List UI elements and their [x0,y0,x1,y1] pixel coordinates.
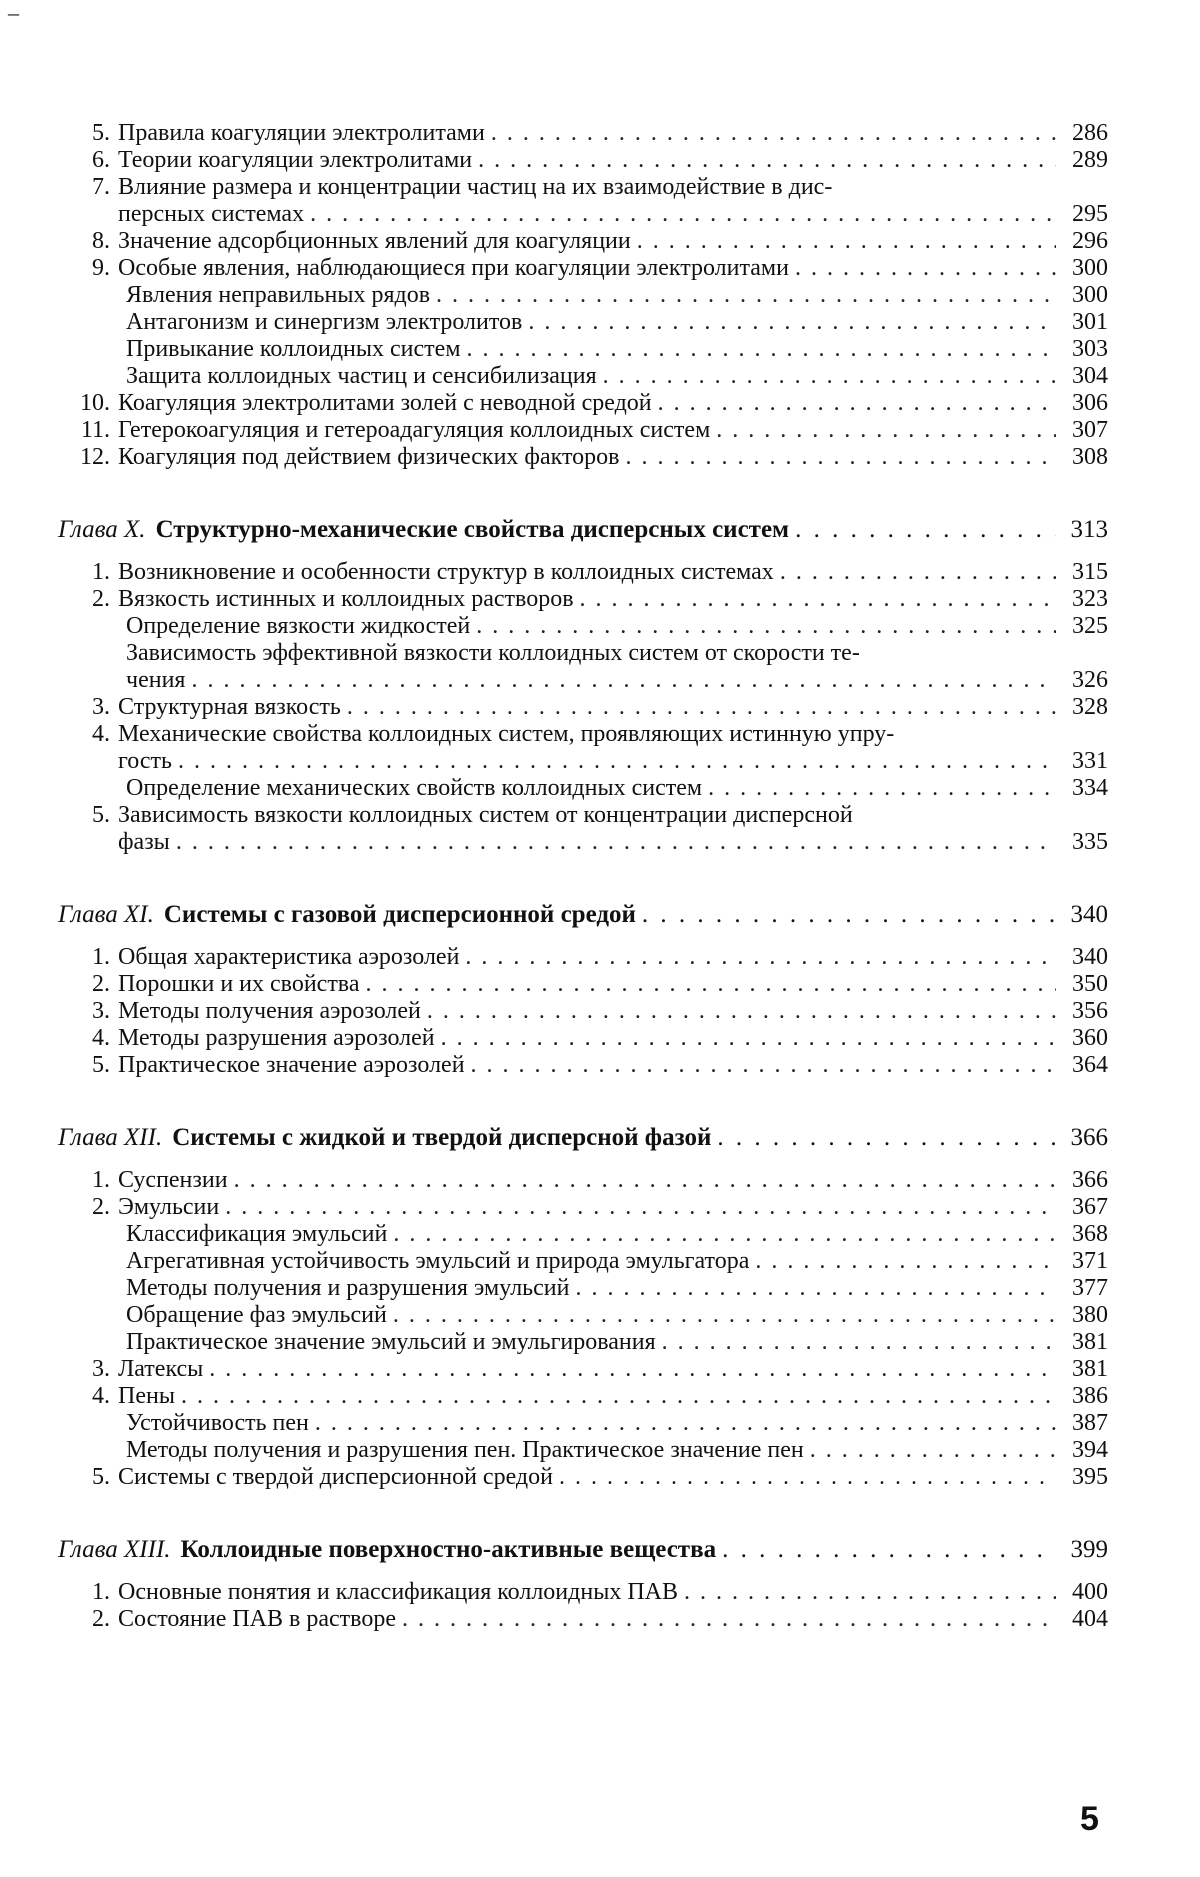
chapter-label: Глава XII. [58,1124,163,1151]
chapter-page: 340 [1070,901,1108,928]
entry-title: Антагонизм и синергизм электролитов [126,309,523,335]
entry-number: 1. [92,944,110,970]
entry-title: Определение механических свойств коллоидных систем [126,775,703,801]
entry-number: 5. [92,802,110,828]
entry-number: 5. [92,1464,110,1490]
entry-page: 306 [1072,390,1108,416]
toc-subentry [58,1437,1108,1464]
entry-title: Пены [118,1383,175,1409]
entry-page: 368 [1072,1221,1108,1247]
toc-entry [58,1464,1108,1491]
toc-subentry [58,1302,1108,1329]
entry-title: Методы разрушения аэрозолей [118,1025,435,1051]
chapter-title: Коллоидные поверхностно-активные вещества [180,1536,717,1563]
entry-page: 300 [1072,282,1108,308]
entry-title-continuation: фазы [118,829,170,855]
entry-page: 387 [1072,1410,1108,1436]
entry-page: 380 [1072,1302,1108,1328]
entry-page: 381 [1072,1356,1108,1382]
toc-entry [58,802,1108,856]
entry-page: 295 [1072,201,1108,227]
chapter-page: 313 [1070,516,1108,543]
toc-subentry [58,775,1108,802]
toc-entry [58,1194,1108,1221]
entry-number: 3. [92,998,110,1024]
toc-entry [58,586,1108,613]
entry-number: 12. [80,444,110,470]
entry-page: 307 [1072,417,1108,443]
entry-title: Определение вязкости жидкостей [126,613,471,639]
page-number: 5 [1080,1800,1099,1838]
entry-title: Методы получения и разрушения пен. Практическое значение пен [126,1437,804,1463]
entry-number: 2. [92,1606,110,1632]
entry-page: 323 [1072,586,1108,612]
toc-subentry [58,1275,1108,1302]
entry-number: 2. [92,971,110,997]
entry-page: 364 [1072,1052,1108,1078]
entry-page: 286 [1072,120,1108,146]
toc-subentry [58,309,1108,336]
entry-page: 301 [1072,309,1108,335]
entry-title-continuation: чения [126,667,186,693]
entry-number: 7. [92,174,110,200]
entry-title: Обращение фаз эмульсий [126,1302,387,1328]
toc-subentry [58,613,1108,640]
toc-entry [58,971,1108,998]
toc-section-xi [58,944,1108,1079]
chapter-heading-xii [58,1123,1108,1153]
toc-entry [58,1383,1108,1410]
entry-title: Состояние ПАВ в растворе [118,1606,396,1632]
entry-page: 371 [1072,1248,1108,1274]
toc-entry [58,559,1108,586]
toc-entry [58,147,1108,174]
entry-title: Привыкание коллоидных систем [126,336,461,362]
entry-number: 1. [92,1579,110,1605]
entry-page: 377 [1072,1275,1108,1301]
entry-title: Классификация эмульсий [126,1221,388,1247]
entry-number: 9. [92,255,110,281]
toc-subentry [58,282,1108,309]
entry-number: 4. [92,1025,110,1051]
entry-title: Явления неправильных рядов [126,282,431,308]
entry-title: Коагуляция под действием физических факторов [118,444,620,470]
entry-page: 328 [1072,694,1108,720]
table-of-contents [58,120,1108,1633]
toc-subentry [58,1221,1108,1248]
entry-title: Коагуляция электролитами золей с неводной средой [118,390,652,416]
entry-title: Возникновение и особенности структур в коллоидных системах [118,559,774,585]
entry-page: 296 [1072,228,1108,254]
entry-title: Гетерокоагуляция и гетероадагуляция коллоидных систем [118,417,711,443]
entry-page: 366 [1072,1167,1108,1193]
toc-entry [58,694,1108,721]
entry-page: 386 [1072,1383,1108,1409]
toc-subentry [58,640,1108,694]
entry-number: 5. [92,1052,110,1078]
entry-number: 2. [92,586,110,612]
chapter-heading-xi [58,900,1108,930]
entry-page: 356 [1072,998,1108,1024]
chapter-page: 399 [1070,1536,1108,1563]
chapter-label: Глава XIII. [58,1536,171,1563]
toc-entry [58,390,1108,417]
entry-page: 315 [1072,559,1108,585]
entry-title: Основные понятия и классификация коллоидных ПАВ [118,1579,679,1605]
entry-title: Значение адсорбционных явлений для коагуляции [118,228,631,254]
entry-title: Эмульсии [118,1194,220,1220]
entry-page: 360 [1072,1025,1108,1051]
entry-page: 334 [1072,775,1108,801]
toc-entry [58,1167,1108,1194]
entry-page: 340 [1072,944,1108,970]
toc-entry [58,1052,1108,1079]
toc-entry [58,1606,1108,1633]
entry-number: 2. [92,1194,110,1220]
toc-subentry [58,363,1108,390]
chapter-heading-x [58,515,1108,545]
entry-page: 308 [1072,444,1108,470]
toc-subentry [58,336,1108,363]
toc-entry [58,444,1108,471]
toc-entry [58,1025,1108,1052]
toc-entry [58,228,1108,255]
toc-subentry [58,1410,1108,1437]
chapter-label: Глава XI. [58,901,154,928]
entry-title: Вязкость истинных и коллоидных растворов [118,586,574,612]
entry-page: 303 [1072,336,1108,362]
entry-page: 289 [1072,147,1108,173]
toc-entry [58,174,1108,228]
toc-subentry [58,1329,1108,1356]
chapter-title: Системы с жидкой и твердой дисперсной фазой [172,1124,712,1151]
entry-page: 350 [1072,971,1108,997]
entry-page: 300 [1072,255,1108,281]
entry-title: Зависимость вязкости коллоидных систем от концентрации дисперсной [118,802,853,828]
entry-number: 6. [92,147,110,173]
entry-title: Латексы [118,1356,204,1382]
entry-title: Устойчивость пен [126,1410,309,1436]
entry-title: Суспензии [118,1167,228,1193]
chapter-title: Структурно-механические свойства дисперсных систем [155,516,790,543]
chapter-page: 366 [1070,1124,1108,1151]
entry-title: Методы получения аэрозолей [118,998,421,1024]
margin-mark: – [8,0,19,25]
entry-page: 395 [1072,1464,1108,1490]
entry-page: 381 [1072,1329,1108,1355]
toc-entry [58,120,1108,147]
toc-entry [58,998,1108,1025]
chapter-label: Глава X. [58,516,146,543]
entry-title-continuation: персных системах [118,201,305,227]
entry-title: Защита коллоидных частиц и сенсибилизация [126,363,597,389]
entry-title: Порошки и их свойства [118,971,360,997]
toc-entry [58,944,1108,971]
entry-page: 404 [1072,1606,1108,1632]
toc-entry [58,255,1108,282]
entry-number: 11. [80,417,110,443]
entry-page: 331 [1072,748,1108,774]
entry-page: 367 [1072,1194,1108,1220]
entry-title-continuation: гость [118,748,172,774]
entry-page: 326 [1072,667,1108,693]
entry-page: 394 [1072,1437,1108,1463]
entry-title: Механические свойства коллоидных систем, проявляющих истинную упру- [118,721,895,747]
entry-number: 4. [92,1383,110,1409]
entry-title: Правила коагуляции электролитами [118,120,485,146]
entry-page: 325 [1072,613,1108,639]
toc-section-ix-continued [58,120,1108,471]
chapter-heading-xiii [58,1535,1108,1565]
toc-subentry [58,1248,1108,1275]
entry-number: 4. [92,721,110,747]
toc-entry [58,721,1108,775]
entry-title: Практическое значение аэрозолей [118,1052,465,1078]
entry-number: 1. [92,559,110,585]
entry-page: 400 [1072,1579,1108,1605]
entry-number: 3. [92,694,110,720]
toc-entry [58,1356,1108,1383]
entry-title: Влияние размера и концентрации частиц на их взаимодействие в дис- [118,174,833,200]
entry-page: 335 [1072,829,1108,855]
entry-title: Особые явления, наблюдающиеся при коагуляции электролитами [118,255,789,281]
toc-section-xiii [58,1579,1108,1633]
entry-title: Методы получения и разрушения эмульсий [126,1275,570,1301]
entry-number: 1. [92,1167,110,1193]
toc-entry [58,417,1108,444]
chapter-title: Системы с газовой дисперсионной средой [163,901,636,928]
entry-title: Агрегативная устойчивость эмульсий и природа эмульгатора [126,1248,750,1274]
entry-number: 8. [92,228,110,254]
entry-number: 5. [92,120,110,146]
toc-section-x [58,559,1108,856]
toc-entry [58,1579,1108,1606]
entry-number: 3. [92,1356,110,1382]
entry-title: Общая характеристика аэрозолей [118,944,460,970]
toc-section-xii [58,1167,1108,1491]
entry-title: Системы с твердой дисперсионной средой [118,1464,553,1490]
entry-title: Зависимость эффективной вязкости коллоидных систем от скорости те- [126,640,860,666]
entry-title: Структурная вязкость [118,694,341,720]
entry-page: 304 [1072,363,1108,389]
entry-number: 10. [80,390,110,416]
entry-title: Теории коагуляции электролитами [118,147,473,173]
entry-title: Практическое значение эмульсий и эмульгирования [126,1329,656,1355]
